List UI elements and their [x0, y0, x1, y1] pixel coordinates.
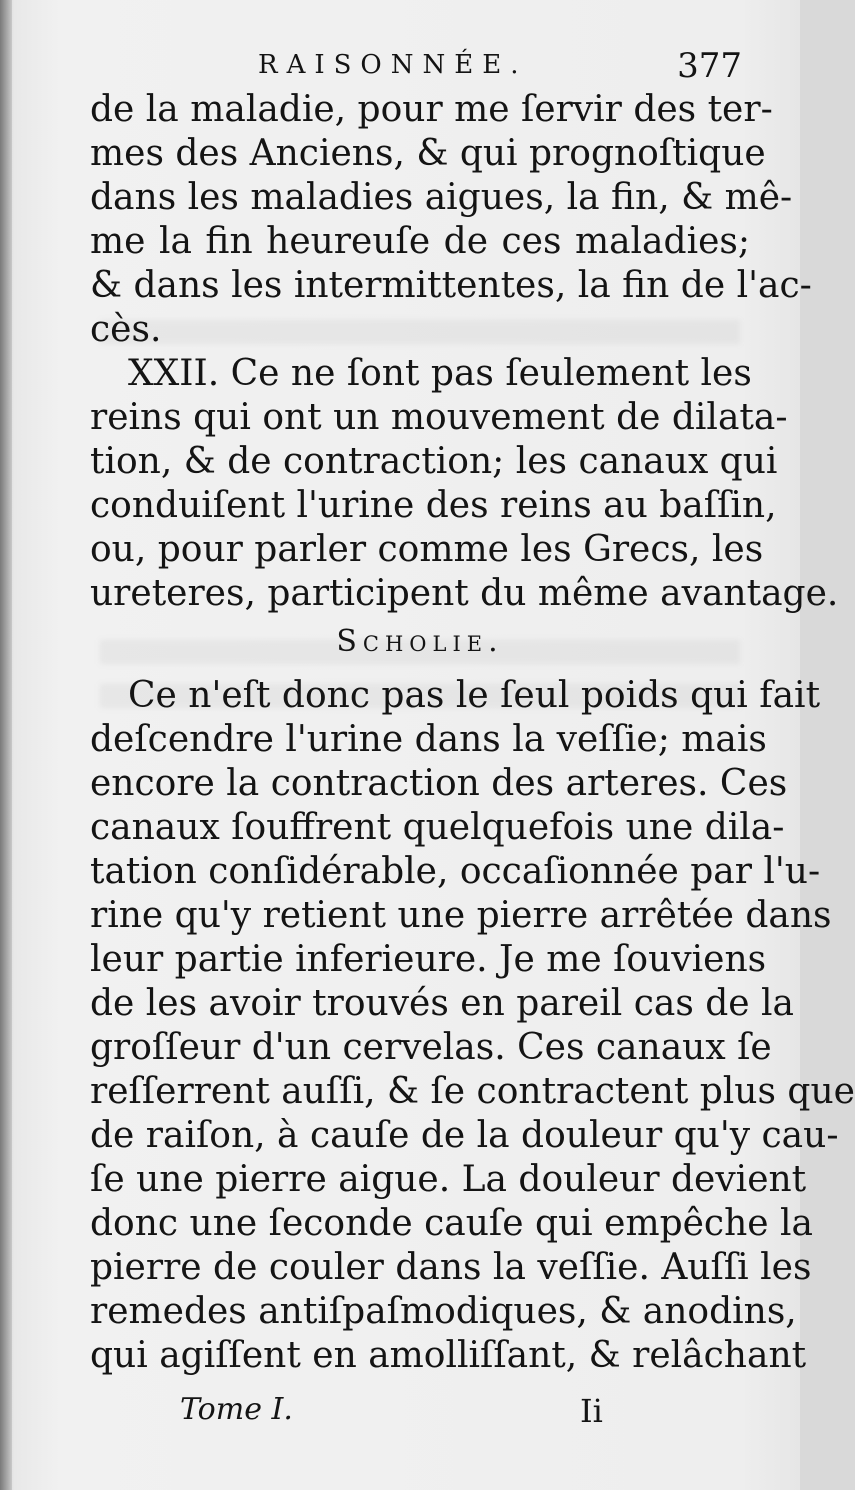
text-line: canaux ſouffrent quelquefois une dila-: [90, 807, 785, 848]
text-line: & dans les intermittentes, la fin de l'ac-: [90, 265, 812, 306]
volume-signature: Tome I.: [180, 1392, 293, 1427]
running-head: RAISONNÉE.: [258, 50, 528, 80]
paragraph-start-line: Ce n'eſt donc pas le ſeul poids qui fait: [128, 675, 821, 716]
text-line: tation conſidérable, occaſionnée par l'u-: [90, 851, 821, 892]
text-line: mes des Anciens, & qui prognoſtique: [90, 133, 766, 174]
text-line: tion, & de contraction; les canaux qui: [90, 441, 778, 482]
text-line: cès.: [90, 309, 162, 350]
text-line: me la fin heureuſe de ces maladies;: [90, 221, 750, 262]
text-line: reins qui ont un mouvement de dilata-: [90, 397, 788, 438]
text-line: ureteres, participent du même avantage.: [90, 573, 839, 614]
page-footer: [180, 1392, 640, 1436]
page-number: 377: [677, 46, 742, 86]
section-title: Scholie.: [336, 624, 504, 659]
text-line: de les avoir trouvés en pareil cas de la: [90, 983, 795, 1024]
text-line: reſſerrent auſſi, & ſe contractent plus que: [90, 1071, 855, 1112]
text-line: donc une ſeconde cauſe qui empêche la: [90, 1203, 814, 1244]
text-line: de la maladie, pour me ſervir des ter-: [90, 89, 773, 130]
text-line: groſſeur d'un cervelas. Ces canaux ſe: [90, 1027, 772, 1068]
text-line: encore la contraction des arteres. Ces: [90, 763, 788, 804]
page-spine-shadow: [0, 0, 12, 1490]
text-line: ſe une pierre aigue. La douleur devient: [90, 1159, 807, 1200]
text-line: rine qu'y retient une pierre arrêtée dans: [90, 895, 832, 936]
main-text: [90, 88, 855, 1378]
text-line: leur partie inferieure. Je me ſouviens: [90, 939, 767, 980]
text-line: dans les maladies aigues, la fin, & mê-: [90, 177, 793, 218]
text-line: deſcendre l'urine dans la veſſie; mais: [90, 719, 767, 760]
text-line: pierre de couler dans la veſſie. Auſſi les: [90, 1247, 812, 1288]
gathering-signature: Ii: [580, 1392, 603, 1430]
paragraph-start-line: XXII. Ce ne ſont pas ſeulement les: [128, 353, 752, 394]
text-line: ou, pour parler comme les Grecs, les: [90, 529, 764, 570]
text-line: conduiſent l'urine des reins au baſſin,: [90, 485, 777, 526]
text-line: remedes antiſpaſmodiques, & anodins,: [90, 1291, 797, 1332]
text-line: qui agiſſent en amolliſſant, & relâchant: [90, 1335, 807, 1376]
text-line: de raiſon, à cauſe de la douleur qu'y cau-: [90, 1115, 839, 1156]
